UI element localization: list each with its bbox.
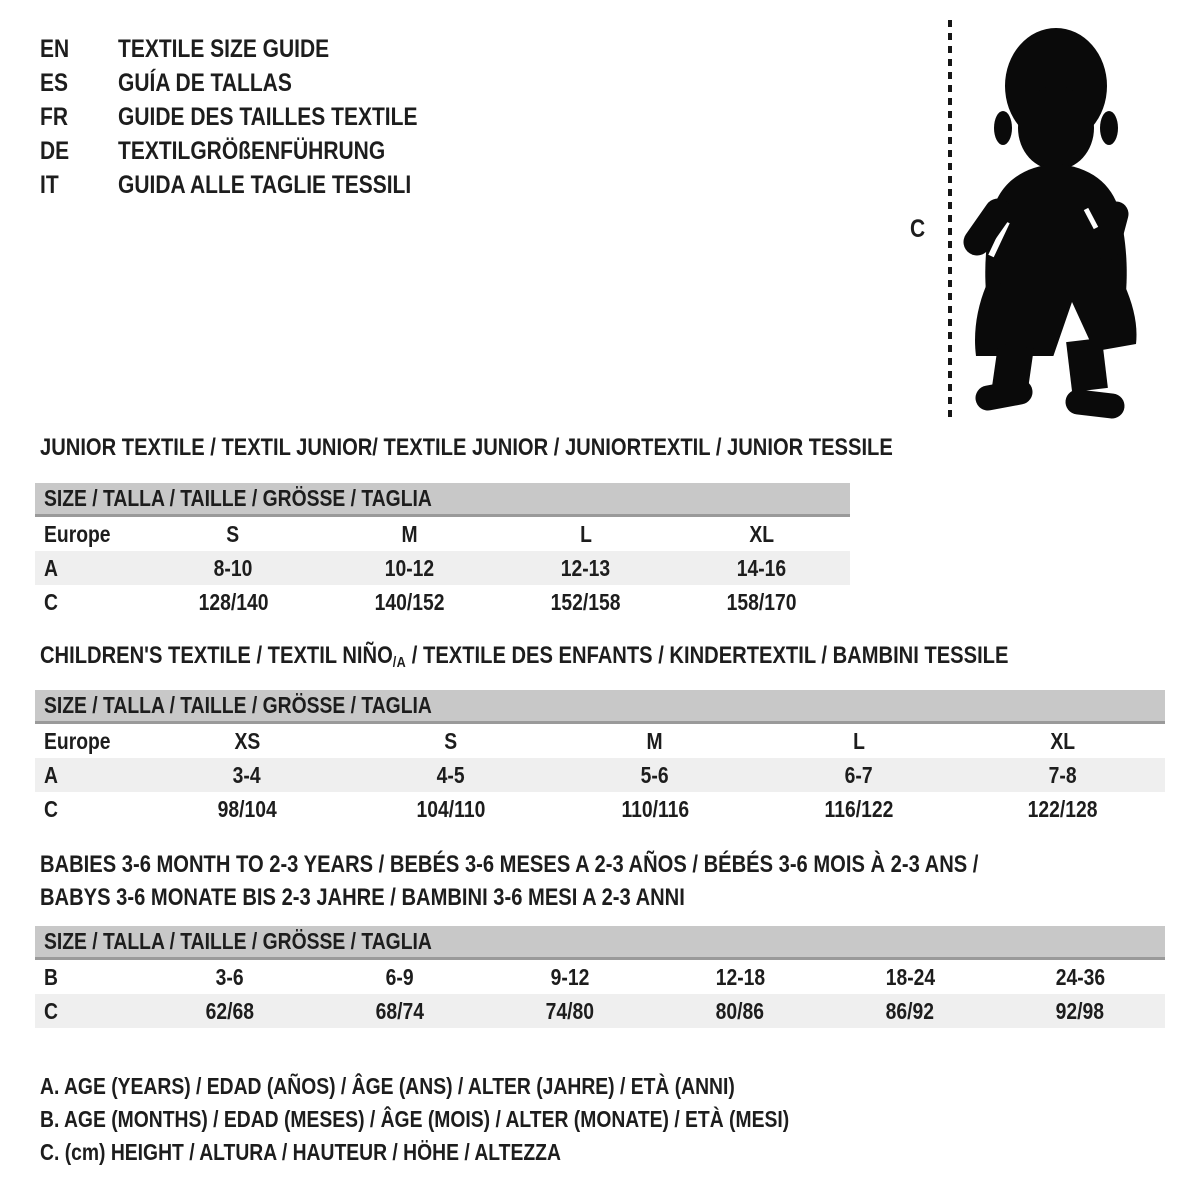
lang-label: TEXTILGRÖßENFÜHRUNG	[118, 137, 386, 165]
legend-line-c: C. (cm) HEIGHT / ALTURA / HAUTEUR / HÖHE / ALTEZZA	[40, 1139, 561, 1165]
row-label: A	[44, 554, 58, 581]
size-cell: S	[444, 727, 458, 754]
value-cell: 9-12	[550, 963, 590, 990]
value-cell: 18-24	[885, 963, 935, 990]
value-cell: 140/152	[374, 588, 445, 615]
lang-code: IT	[40, 171, 59, 199]
size-cell: XS	[234, 727, 260, 754]
children-size-header-bar: SIZE / TALLA / TAILLE / GRÖSSE / TAGLIA	[35, 690, 1165, 724]
value-cell: 98/104	[217, 795, 277, 822]
value-cell: 3-6	[216, 963, 244, 990]
lang-code: DE	[40, 137, 70, 165]
value-cell: 6-7	[845, 761, 873, 788]
value-cell: 158/170	[726, 588, 797, 615]
table-row	[35, 517, 850, 551]
legend-line-b: B. AGE (MONTHS) / EDAD (MESES) / ÂGE (MOIS) / ALTER (MONATE) / ETÀ (MESI)	[40, 1106, 790, 1132]
value-cell: 128/140	[198, 588, 269, 615]
junior-size-table	[35, 483, 850, 619]
row-label: C	[44, 588, 58, 615]
table-row	[35, 551, 850, 585]
table-row	[35, 724, 1165, 758]
value-cell: 80/86	[715, 997, 765, 1024]
value-cell: 4-5	[437, 761, 465, 788]
value-cell: 152/158	[550, 588, 621, 615]
value-cell: 12-18	[715, 963, 765, 990]
language-list	[40, 32, 475, 202]
size-cell: XL	[749, 520, 775, 547]
lang-label: GUÍA DE TALLAS	[118, 69, 292, 97]
table-row	[35, 758, 1165, 792]
children-size-table	[35, 690, 1165, 826]
children-section-title: CHILDREN'S TEXTILE / TEXTIL NIÑO/A / TEXTILE DES ENFANTS / KINDERTEXTIL / BAMBINI TESSILE	[40, 642, 1009, 671]
lang-label: TEXTILE SIZE GUIDE	[118, 35, 330, 63]
value-cell: 6-9	[386, 963, 414, 990]
value-cell: 8-10	[213, 554, 253, 581]
lang-row-es	[40, 66, 475, 100]
value-cell: 110/116	[621, 795, 689, 822]
babies-size-header-bar: SIZE / TALLA / TAILLE / GRÖSSE / TAGLIA	[35, 926, 1165, 960]
value-cell: 12-13	[560, 554, 611, 581]
table-row	[35, 960, 1165, 994]
value-cell: 104/110	[416, 795, 486, 822]
toddler-silhouette-icon	[960, 16, 1148, 424]
value-cell: 10-12	[384, 554, 435, 581]
height-measure-dashed-line	[948, 20, 952, 418]
babies-size-table	[35, 926, 1165, 1028]
measurement-legend	[40, 1070, 932, 1169]
size-cell: M	[646, 727, 664, 754]
value-cell: 116/122	[824, 795, 894, 822]
value-cell: 14-16	[737, 554, 787, 581]
height-measure-label: C	[910, 215, 926, 243]
table-row	[35, 585, 850, 619]
row-label: A	[44, 761, 58, 788]
size-cell: M	[401, 520, 418, 547]
value-cell: 86/92	[885, 997, 935, 1024]
lang-code: EN	[40, 35, 70, 63]
junior-section-title: JUNIOR TEXTILE / TEXTIL JUNIOR/ TEXTILE JUNIOR / JUNIORTEXTIL / JUNIOR TESSILE	[40, 434, 893, 461]
size-cell: L	[853, 727, 865, 754]
row-label: Europe	[44, 727, 111, 754]
junior-size-header-bar: SIZE / TALLA / TAILLE / GRÖSSE / TAGLIA	[35, 483, 850, 517]
lang-code: ES	[40, 69, 69, 97]
value-cell: 74/80	[545, 997, 595, 1024]
value-cell: 5-6	[641, 761, 669, 788]
lang-row-it	[40, 168, 475, 202]
value-cell: 122/128	[1028, 795, 1098, 822]
row-label: B	[44, 963, 58, 990]
row-label: Europe	[44, 520, 111, 547]
value-cell: 24-36	[1055, 963, 1105, 990]
lang-row-fr	[40, 100, 475, 134]
lang-row-en	[40, 32, 475, 66]
size-cell: L	[579, 520, 592, 547]
row-label: C	[44, 795, 58, 822]
value-cell: 62/68	[205, 997, 255, 1024]
legend-line-a: A. AGE (YEARS) / EDAD (AÑOS) / ÂGE (ANS) / ALTER (JAHRE) / ETÀ (ANNI)	[40, 1073, 735, 1099]
value-cell: 68/74	[375, 997, 425, 1024]
row-label: C	[44, 997, 58, 1024]
babies-section-title: BABIES 3-6 MONTH TO 2-3 YEARS / BEBÉS 3-6 MESES A 2-3 AÑOS / BÉBÉS 3-6 MOIS À 2-3 ANS / BABYS 3-6 MONATE BIS 2-3 JAHRE / BAMBINI 3-6 MESI A 2-3 ANNI	[40, 851, 979, 911]
lang-row-de	[40, 134, 475, 168]
size-cell: S	[226, 520, 240, 547]
table-row	[35, 792, 1165, 826]
value-cell: 3-4	[233, 761, 261, 788]
table-row	[35, 994, 1165, 1028]
value-cell: 92/98	[1055, 997, 1105, 1024]
lang-code: FR	[40, 103, 68, 131]
lang-label: GUIDA ALLE TAGLIE TESSILI	[118, 171, 412, 199]
value-cell: 7-8	[1049, 761, 1077, 788]
size-cell: XL	[1050, 727, 1076, 754]
lang-label: GUIDE DES TAILLES TEXTILE	[118, 103, 418, 131]
